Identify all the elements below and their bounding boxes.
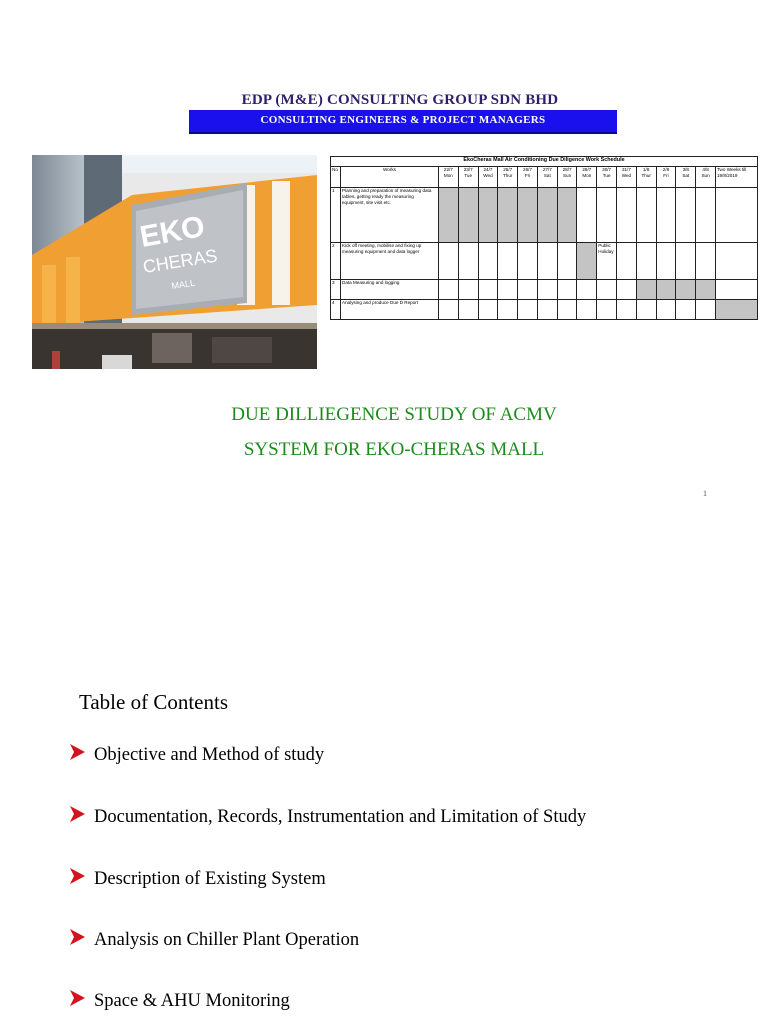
schedule-day-header: 26/7 Fri <box>518 167 538 188</box>
schedule-day-header: 27/7 Sat <box>537 167 557 188</box>
study-title-line2: SYSTEM FOR EKO-CHERAS MALL <box>243 439 545 460</box>
mall-sign-sub: CHERAS <box>141 245 219 277</box>
schedule-note: Public Holiday <box>597 242 617 279</box>
schedule-day-header: 28/7 Sun <box>557 167 577 188</box>
schedule-day-header: 2/8 Fri <box>656 167 676 188</box>
mall-sign-small: MALL <box>170 277 196 291</box>
schedule-day-header: 22/7 Mon <box>439 167 459 188</box>
tagline: CONSULTING ENGINEERS & PROJECT MANAGERS <box>260 114 546 126</box>
schedule-day-header: 1/8 Thur <box>636 167 656 188</box>
schedule-col-no: No <box>331 167 341 188</box>
schedule-last-col: Two Weeks till 19/8/2019 <box>716 167 758 188</box>
toc-item: Description of Existing System <box>68 867 326 890</box>
schedule-day-header: 30/7 Tue <box>597 167 617 188</box>
toc-item: Analysis on Chiller Plant Operation <box>68 928 359 951</box>
schedule-day-header: 4/8 Sun <box>696 167 716 188</box>
company-name: EDP (M&E) CONSULTING GROUP SDN BHD <box>241 92 559 108</box>
toc-heading: Table of Contents <box>79 690 228 714</box>
mall-photo <box>32 155 317 369</box>
schedule-row-no: 3 <box>331 279 341 299</box>
study-title-line1: DUE DILLIEGENCE STUDY OF ACMV <box>231 404 557 425</box>
schedule-row-no: 2 <box>331 242 341 279</box>
schedule-day-header: 3/8 Sat <box>676 167 696 188</box>
schedule-row-work: Data Measuring and logging <box>341 279 439 299</box>
arrow-bullet-icon <box>68 989 86 1007</box>
mall-sign-main: EKO <box>137 210 208 254</box>
schedule-row-work: Analysing and produce Due D Report <box>341 299 439 319</box>
toc-item: Objective and Method of study <box>68 743 324 766</box>
arrow-bullet-icon <box>68 805 86 823</box>
arrow-bullet-icon <box>68 743 86 761</box>
toc-item: Space & AHU Monitoring <box>68 989 290 1012</box>
schedule-row-work: Kick off meeting, mobilise and fixing up measuring equipment and data logger <box>341 242 439 279</box>
page-number: 1 <box>703 489 707 498</box>
schedule-title: EkoCheras Mall Air Conditioning Due Diligence Work Schedule <box>331 157 758 167</box>
schedule-day-header: 25/7 Thur <box>498 167 518 188</box>
schedule-row-work: Planning and preparation of measuring data tables, getting ready the measuring equipment, site visit etc. <box>341 188 439 243</box>
tagline-band <box>189 110 617 134</box>
schedule-row-no: 1 <box>331 188 341 243</box>
schedule-day-header: 24/7 Wed <box>478 167 498 188</box>
schedule-day-header: 23/7 Tue <box>458 167 478 188</box>
schedule-col-works: Works <box>341 167 439 188</box>
schedule-day-header: 31/7 Wed <box>617 167 637 188</box>
work-schedule <box>330 156 758 320</box>
schedule-day-header: 29/7 Mon <box>577 167 597 188</box>
toc-item: Documentation, Records, Instrumentation and Limitation of Study <box>68 805 586 828</box>
arrow-bullet-icon <box>68 928 86 946</box>
arrow-bullet-icon <box>68 867 86 885</box>
schedule-row-no: 4 <box>331 299 341 319</box>
